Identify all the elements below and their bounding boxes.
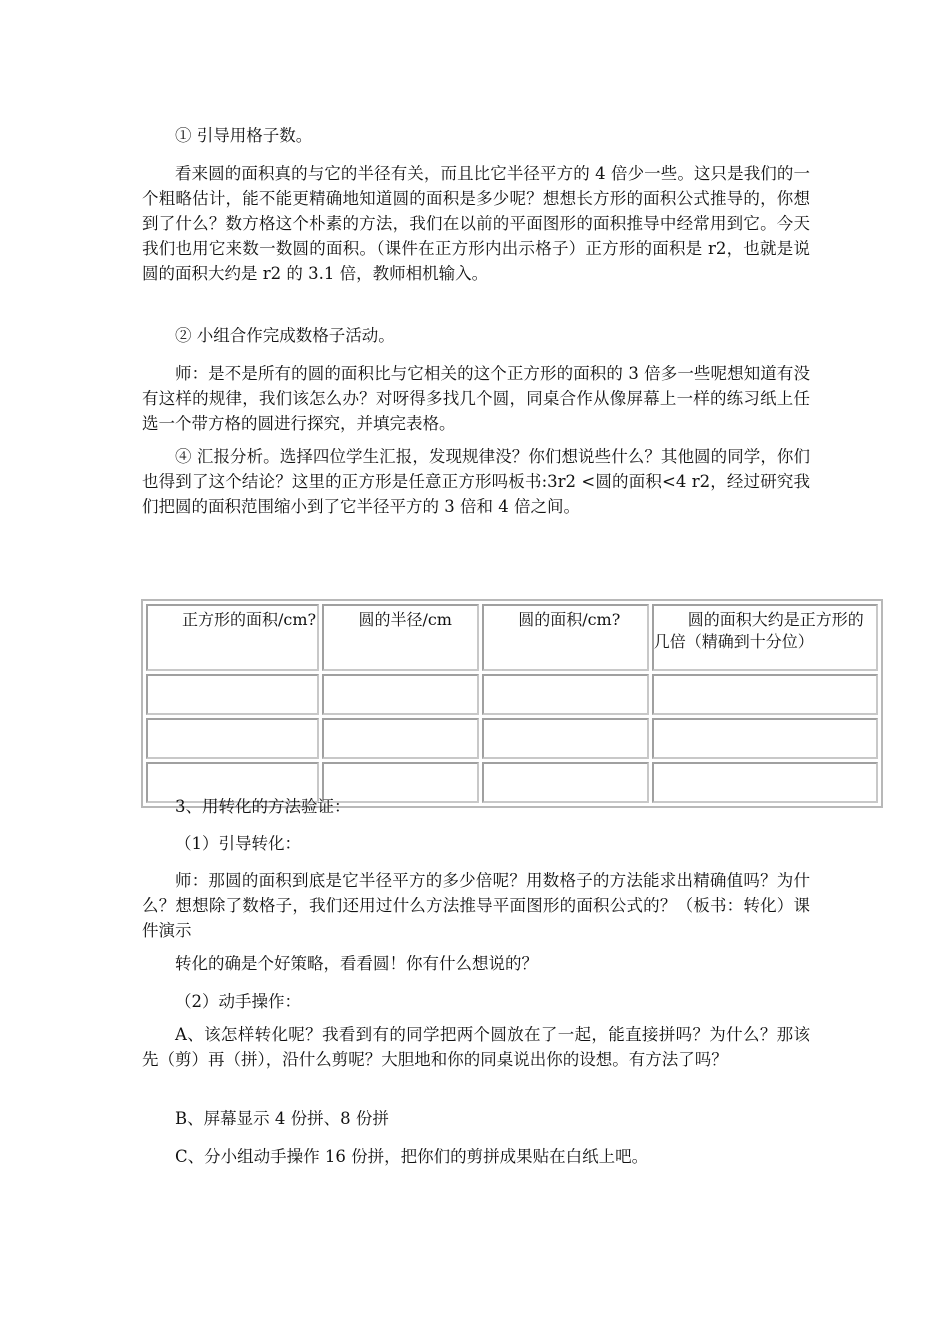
- table-cell: [322, 718, 479, 759]
- table-cell: [146, 718, 319, 759]
- paragraph-guide-count-grid: ① 引导用格子数。: [175, 126, 313, 145]
- paragraph-report-analysis: ④ 汇报分析。选择四位学生汇报，发现规律没？你们想说些什么？其他圆的同学，你们也得到了这个结论？这里的正方形是任意正方形吗板书:3r2 <圆的面积<4 r2，经过研究我们把圆的面积范围缩小到了它半径平方的 3 倍和 4 倍之间。: [142, 447, 810, 516]
- table-cell: [322, 674, 479, 715]
- paragraph-teacher-question: 师：是不是所有的圆的面积比与它相关的这个正方形的面积的 3 倍多一些呢想知道有没有这样的规律，我们该怎么办？对呀得多找几个圆，同桌合作从像屏幕上一样的练习纸上任选一个带方格的圆进行探究，并填完表格。: [142, 364, 810, 433]
- table-cell: [146, 674, 319, 715]
- paragraph-step-a: A、该怎样转化呢？我看到有的同学把两个圆放在了一起，能直接拼吗？为什么？那该先（剪）再（拼），沿什么剪呢？大胆地和你的同桌说出你的设想。有方法了吗？: [142, 1025, 810, 1069]
- table-header-cell: 正方形的面积/cm?: [146, 604, 319, 671]
- paragraph-strategy: 转化的确是个好策略，看看圆！你有什么想说的？: [175, 954, 538, 973]
- table-row: [146, 718, 878, 759]
- table-row: [146, 674, 878, 715]
- paragraph-group-activity: ② 小组合作完成数格子活动。: [175, 326, 395, 345]
- paragraph-step-b: B、屏幕显示 4 份拼、8 份拼: [175, 1109, 389, 1128]
- table-header-cell: 圆的面积大约是正方形的几倍（精确到十分位）: [652, 604, 878, 671]
- paragraph-section-3-title: 3、用转化的方法验证：: [175, 797, 351, 816]
- table-header-cell: 圆的半径/cm: [322, 604, 479, 671]
- table-cell: [482, 718, 649, 759]
- table-header-row: [146, 604, 878, 671]
- data-table: [141, 599, 883, 808]
- paragraph-hands-on-title: （2）动手操作：: [175, 992, 301, 1011]
- table-header-cell: 圆的面积/cm?: [482, 604, 649, 671]
- paragraph-guide-transform: （1）引导转化：: [175, 834, 301, 853]
- paragraph-teacher-transform: 师：那圆的面积到底是它半径平方的多少倍呢？用数格子的方法能求出精确值吗？为什么？想想除了数格子，我们还用过什么方法推导平面图形的面积公式的？（板书：转化）课件演示: [142, 871, 810, 940]
- table-cell: [652, 718, 878, 759]
- table-cell: [482, 674, 649, 715]
- table-cell: [652, 674, 878, 715]
- paragraph-estimate-area: 看来圆的面积真的与它的半径有关，而且比它半径平方的 4 倍少一些。这只是我们的一个粗略估计，能不能更精确地知道圆的面积是多少呢？想想长方形的面积公式推导的，你想到了什么？数方格这个朴素的方法，我们在以前的平面图形的面积推导中经常用到它。今天我们也用它来数一数圆的面积。（课件在正方形内出示格子）正方形的面积是 r2，也就是说圆的面积大约是 r2 的 3.1 倍，教师相机输入。: [142, 164, 810, 283]
- paragraph-step-c: C、分小组动手操作 16 份拼，把你们的剪拼成果贴在白纸上吧。: [175, 1147, 649, 1166]
